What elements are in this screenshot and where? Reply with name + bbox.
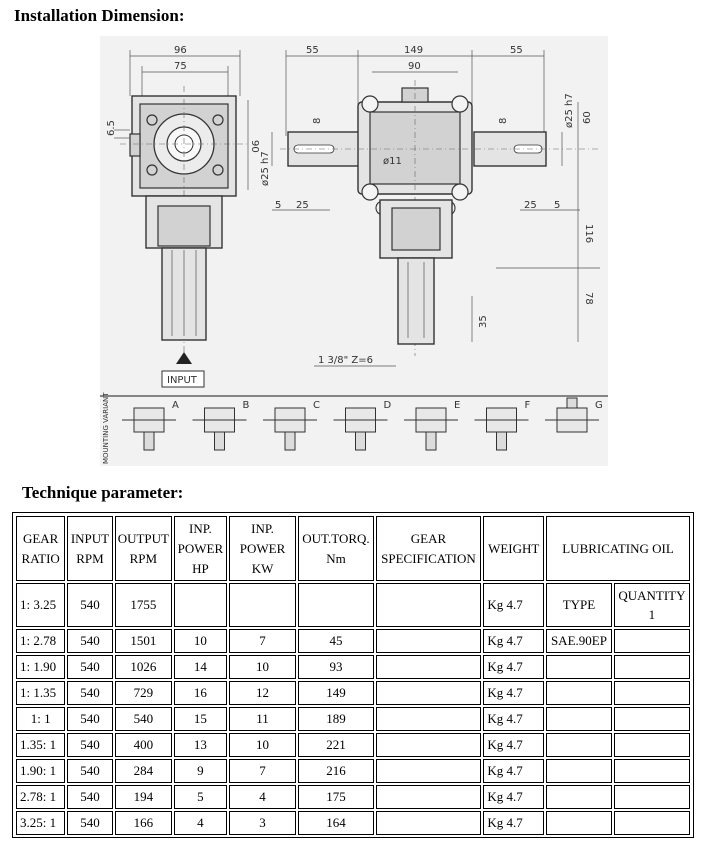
dim-75: 75 [174, 61, 187, 72]
header-out-torq: OUT.TORQ. Nm [298, 516, 373, 581]
cell-spec [376, 681, 482, 705]
cell-torque: 93 [298, 655, 373, 679]
cell-torque: 221 [298, 733, 373, 757]
variant-d [334, 400, 392, 450]
dim-90-vertical: 90 [249, 140, 260, 153]
technique-table [12, 512, 694, 838]
variant-letter: E [454, 400, 461, 411]
dim-d11: ø11 [383, 156, 402, 167]
installation-drawing [100, 36, 608, 466]
dim-d25h7-left: ø25 h7 [260, 151, 271, 186]
cell-kw [229, 583, 297, 627]
variant-output-icon [567, 398, 577, 408]
variant-letter: F [524, 400, 531, 411]
cell-oil-type [546, 655, 612, 679]
cell-weight: Kg 4.7 [483, 759, 544, 783]
cell-oil-type [546, 785, 612, 809]
cell-spec [376, 655, 482, 679]
cell-oil-quantity [614, 733, 690, 757]
variant-output-icon [356, 432, 366, 450]
cell-hp: 15 [174, 707, 226, 731]
cell-hp: 9 [174, 759, 226, 783]
dim-25-right: 25 [524, 200, 537, 211]
dim-5-right: 5 [554, 200, 561, 211]
variant-f [475, 400, 531, 450]
cell-oil-quantity [614, 655, 690, 679]
header-gear-ratio: GEAR RATIO [16, 516, 65, 581]
cell-oil-quantity [614, 681, 690, 705]
dim-spline: 1 3/8" Z=6 [318, 355, 374, 366]
header-inp-power-hp: INP. POWER HP [174, 516, 226, 581]
cell-gear-ratio: 3.25: 1 [16, 811, 65, 835]
variant-g [545, 398, 603, 432]
cell-gear-ratio: 1: 1.35 [16, 681, 65, 705]
cell-kw: 4 [229, 785, 297, 809]
cell-spec [376, 583, 482, 627]
header-inp-power-kw: INP. POWER KW [229, 516, 297, 581]
variant-letter: A [172, 400, 179, 411]
cell-gear-ratio: 1: 1.90 [16, 655, 65, 679]
dim-35: 35 [478, 315, 489, 328]
cell-gear-ratio: 2.78: 1 [16, 785, 65, 809]
cell-weight: Kg 4.7 [483, 583, 544, 627]
cell-oil-quantity: QUANTITY 1 [614, 583, 690, 627]
cell-oil-type: TYPE [546, 583, 612, 627]
front-view [260, 45, 600, 366]
table-row [16, 583, 690, 627]
cell-oil-quantity [614, 759, 690, 783]
cell-torque: 149 [298, 681, 373, 705]
table-row [16, 655, 690, 679]
table-row [16, 681, 690, 705]
cell-weight: Kg 4.7 [483, 811, 544, 835]
cell-input-rpm: 540 [67, 583, 112, 627]
dim-55-left: 55 [306, 45, 319, 56]
cell-input-rpm: 540 [67, 629, 112, 653]
header-weight: WEIGHT [483, 516, 544, 581]
dim-6-5: 6.5 [106, 120, 117, 136]
variant-b [193, 400, 250, 450]
cell-hp: 16 [174, 681, 226, 705]
dim-8-left: 8 [312, 117, 323, 124]
cell-torque: 189 [298, 707, 373, 731]
cell-gear-ratio: 1: 1 [16, 707, 65, 731]
cell-hp: 5 [174, 785, 226, 809]
cell-kw: 3 [229, 811, 297, 835]
variant-output-icon [144, 432, 154, 450]
mounting-variant-label: MOUNTING VARIANT [102, 392, 110, 464]
cell-torque: 175 [298, 785, 373, 809]
dim-78: 78 [583, 292, 594, 305]
mounting-variants [100, 392, 608, 464]
variant-output-icon [426, 432, 436, 450]
cell-hp: 4 [174, 811, 226, 835]
variant-c [263, 400, 320, 450]
cell-hp: 10 [174, 629, 226, 653]
variant-letter: G [595, 400, 603, 411]
header-lubricating-oil: LUBRICATING OIL [546, 516, 690, 581]
cell-gear-ratio: 1.35: 1 [16, 733, 65, 757]
cell-input-rpm: 540 [67, 681, 112, 705]
header-input-rpm: INPUT RPM [67, 516, 112, 581]
table-row [16, 759, 690, 783]
cell-spec [376, 629, 482, 653]
cell-kw: 10 [229, 655, 297, 679]
cell-oil-type: SAE.90EP [546, 629, 612, 653]
cell-spec [376, 733, 482, 757]
technique-heading: Technique parameter: [22, 483, 184, 502]
cell-oil-quantity [614, 811, 690, 835]
cell-oil-quantity [614, 629, 690, 653]
cell-kw: 12 [229, 681, 297, 705]
cell-oil-type [546, 811, 612, 835]
variant-letter: C [313, 400, 320, 411]
cell-gear-ratio: 1.90: 1 [16, 759, 65, 783]
cell-weight: Kg 4.7 [483, 785, 544, 809]
cell-kw: 11 [229, 707, 297, 731]
cell-oil-type [546, 733, 612, 757]
cell-output-rpm: 400 [115, 733, 173, 757]
side-view [106, 45, 260, 387]
dim-60: 60 [582, 111, 593, 124]
cell-output-rpm: 1026 [115, 655, 173, 679]
cell-output-rpm: 540 [115, 707, 173, 731]
dim-149: 149 [404, 45, 424, 56]
cell-weight: Kg 4.7 [483, 629, 544, 653]
installation-heading: Installation Dimension: [14, 6, 185, 25]
cell-gear-ratio: 1: 2.78 [16, 629, 65, 653]
cell-torque: 216 [298, 759, 373, 783]
table-row [16, 811, 690, 835]
dim-96: 96 [174, 45, 187, 56]
cell-torque [298, 583, 373, 627]
header-gear-spec: GEAR SPECIFICATION [376, 516, 482, 581]
cell-weight: Kg 4.7 [483, 655, 544, 679]
cell-oil-quantity [614, 785, 690, 809]
cell-spec [376, 811, 482, 835]
table-row [16, 733, 690, 757]
cell-output-rpm: 1755 [115, 583, 173, 627]
dim-116: 116 [583, 224, 594, 244]
cell-hp: 13 [174, 733, 226, 757]
dim-5-left: 5 [275, 200, 282, 211]
cell-kw: 7 [229, 759, 297, 783]
cell-spec [376, 785, 482, 809]
cell-kw: 10 [229, 733, 297, 757]
dim-8-right: 8 [498, 117, 509, 124]
cell-input-rpm: 540 [67, 733, 112, 757]
cell-input-rpm: 540 [67, 759, 112, 783]
cell-input-rpm: 540 [67, 655, 112, 679]
cell-kw: 7 [229, 629, 297, 653]
variant-output-icon [215, 432, 225, 450]
cell-weight: Kg 4.7 [483, 681, 544, 705]
cell-input-rpm: 540 [67, 785, 112, 809]
cell-input-rpm: 540 [67, 811, 112, 835]
cell-output-rpm: 729 [115, 681, 173, 705]
dim-25-left: 25 [296, 200, 309, 211]
header-output-rpm: OUTPUT RPM [115, 516, 173, 581]
cell-gear-ratio: 1: 3.25 [16, 583, 65, 627]
dim-55-right: 55 [510, 45, 523, 56]
cell-oil-type [546, 707, 612, 731]
variant-letter: D [383, 400, 392, 411]
cell-hp: 14 [174, 655, 226, 679]
cell-spec [376, 707, 482, 731]
cell-output-rpm: 284 [115, 759, 173, 783]
input-label: INPUT [167, 375, 197, 386]
cell-output-rpm: 194 [115, 785, 173, 809]
cell-torque: 45 [298, 629, 373, 653]
table-row [16, 629, 690, 653]
cell-spec [376, 759, 482, 783]
cell-output-rpm: 166 [115, 811, 173, 835]
cell-weight: Kg 4.7 [483, 707, 544, 731]
cell-torque: 164 [298, 811, 373, 835]
table-row [16, 707, 690, 731]
variant-output-icon [497, 432, 507, 450]
cell-weight: Kg 4.7 [483, 733, 544, 757]
variant-output-icon [285, 432, 295, 450]
variant-a [122, 400, 179, 450]
cell-hp [174, 583, 226, 627]
variant-letter: B [242, 400, 250, 411]
variant-e [404, 400, 460, 450]
cell-oil-quantity [614, 707, 690, 731]
cell-input-rpm: 540 [67, 707, 112, 731]
cell-oil-type [546, 759, 612, 783]
dim-90-horizontal: 90 [408, 61, 421, 72]
cell-oil-type [546, 681, 612, 705]
cell-output-rpm: 1501 [115, 629, 173, 653]
table-row [16, 785, 690, 809]
dim-d25h7-right: ø25 h7 [564, 93, 575, 128]
